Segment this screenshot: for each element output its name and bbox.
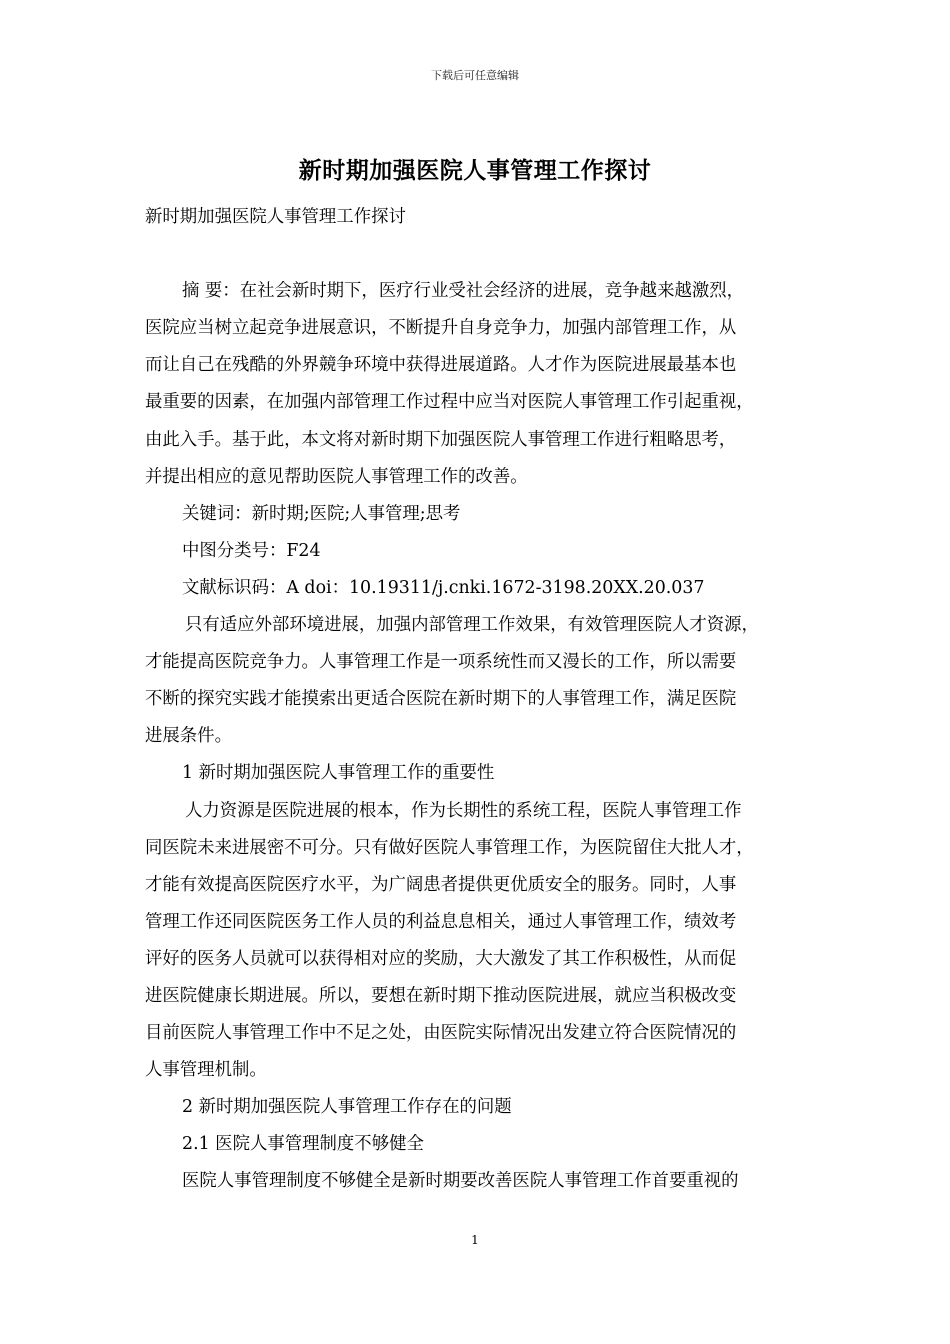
- paragraph-line: 医院人事管理制度不够健全是新时期要改善医院人事管理工作首要重视的: [182, 1171, 739, 1192]
- doi-line: 文献标识码：A doi：10.19311/j.cnki.1672-3198.20XX.20.037: [182, 577, 705, 598]
- subsection-heading: 2.1 医院人事管理制度不够健全: [182, 1134, 424, 1155]
- section-heading: 1 新时期加强医院人事管理工作的重要性: [182, 763, 495, 784]
- paragraph-line: 人力资源是医院进展的根本，作为长期性的系统工程，医院人事管理工作: [185, 800, 742, 821]
- abstract-line: 而让自己在残酷的外界競争环境中获得进展道路。人才作为医院进展最基本也: [145, 355, 737, 376]
- paragraph-line: 评好的医务人员就可以获得相对应的奖励，大大激发了其工作积极性，从而促: [145, 948, 737, 969]
- classification-line: 中图分类号：F24: [182, 540, 321, 561]
- paragraph-line: 同医院未来进展密不可分。只有做好医院人事管理工作，为医院留住大批人才，: [145, 837, 754, 858]
- abstract-line: 最重要的因素，在加强内部管理工作过程中应当对医院人事管理工作引起重视，: [145, 392, 754, 413]
- abstract-line: 由此入手。基于此，本文将对新时期下加强医院人事管理工作进行粗略思考，: [145, 429, 737, 450]
- abstract-line: 摘 要：在社会新时期下，医疗行业受社会经济的进展，竞争越来越激烈，: [182, 281, 745, 302]
- document-body: [145, 199, 821, 1201]
- paragraph-line: 管理工作还同医院医务工作人员的利益息息相关，通过人事管理工作，绩效考: [145, 911, 737, 932]
- paragraph-line: 才能有效提高医院医疗水平，为广阔患者提供更优质安全的服务。同时，人事: [145, 874, 737, 895]
- page-header-note: 下载后可任意编辑: [431, 69, 519, 82]
- subtitle-line: 新时期加强医院人事管理工作探讨: [145, 207, 406, 227]
- keywords-line: 关键词：新时期;医院;人事管理;思考: [182, 503, 461, 524]
- blank-line: [145, 236, 821, 273]
- abstract-line: 并提出相应的意见帮助医院人事管理工作的改善。: [145, 466, 528, 487]
- paragraph-line: 只有适应外部环境进展，加强内部管理工作效果，有效管理医院人才资源，: [185, 615, 759, 636]
- paragraph-line: 进展条件。: [145, 726, 232, 747]
- paragraph-line: 目前医院人事管理工作中不足之处，由医院实际情况出发建立符合医院情况的: [145, 1023, 737, 1044]
- section-heading: 2 新时期加强医院人事管理工作存在的问题: [182, 1097, 512, 1118]
- page-number: 1: [471, 1233, 479, 1247]
- paragraph-line: 人事管理机制。: [145, 1060, 267, 1081]
- paragraph-line: 进医院健康长期进展。所以，要想在新时期下推动医院进展，就应当积极改变: [145, 985, 737, 1006]
- paragraph-line: 不断的探究实践才能摸索出更适合医院在新时期下的人事管理工作，满足医院: [145, 689, 737, 710]
- paragraph-line: 才能提高医院竞争力。人事管理工作是一项系统性而又漫长的工作，所以需要: [145, 652, 737, 673]
- document-title: 新时期加强医院人事管理工作探讨: [298, 157, 652, 184]
- abstract-line: 医院应当树立起竞争进展意识，不断提升自身竞争力，加强内部管理工作，从: [145, 318, 737, 339]
